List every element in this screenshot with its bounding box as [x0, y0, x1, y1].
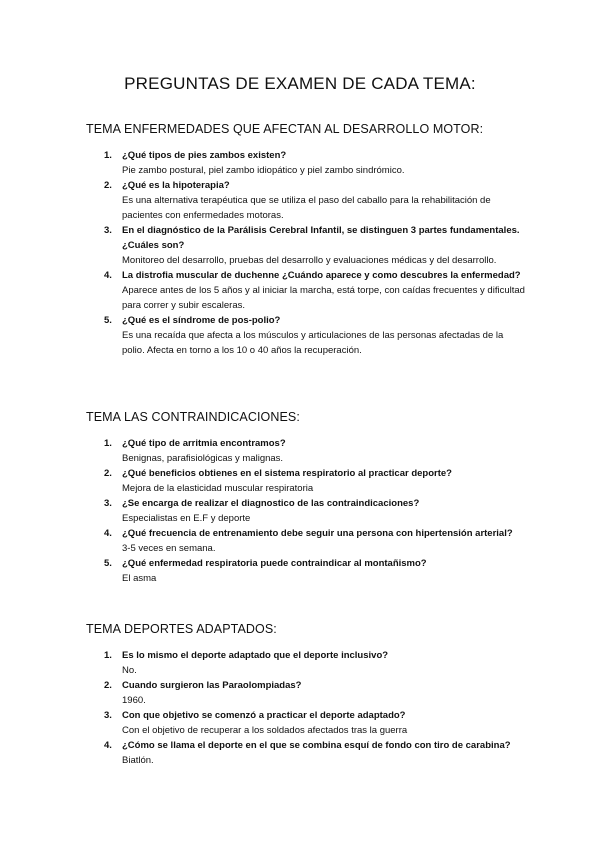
- answer-text: No.: [122, 665, 137, 676]
- item-number: 1.: [104, 438, 112, 449]
- answer-text: Especialistas en E.F y deporte: [122, 513, 251, 524]
- section-heading: TEMA LAS CONTRAINDICACIONES:: [86, 410, 300, 424]
- list-item: [87, 708, 527, 738]
- answer-text: 1960.: [122, 695, 146, 706]
- list-item: [87, 738, 527, 768]
- question-text: Es lo mismo el deporte adaptado que el deporte inclusivo?: [122, 650, 389, 661]
- question-text: ¿Qué beneficios obtienes en el sistema respiratorio al practicar deporte?: [122, 468, 452, 479]
- section-desarrollo-motor: [87, 122, 527, 358]
- question-list: [87, 648, 527, 768]
- question-text: Con que objetivo se comenzó a practicar el deporte adaptado?: [122, 710, 406, 721]
- item-number: 5.: [104, 315, 112, 326]
- answer-text: Aparece antes de los 5 años y al iniciar la marcha, está torpe, con caídas frecuentes y dificultad para correr y subir escaleras.: [122, 285, 525, 311]
- section-heading: TEMA ENFERMEDADES QUE AFECTAN AL DESARROLLO MOTOR:: [86, 122, 484, 136]
- list-item: [87, 526, 527, 556]
- list-item: [87, 556, 527, 586]
- item-number: 3.: [104, 498, 112, 509]
- question-text: ¿Cómo se llama el deporte en el que se combina esquí de fondo con tiro de carabina?: [122, 740, 511, 751]
- question-text: ¿Qué enfermedad respiratoria puede contraindicar al montañismo?: [122, 558, 427, 569]
- item-number: 3.: [104, 225, 112, 236]
- answer-text: 3-5 veces en semana.: [122, 543, 216, 554]
- answer-text: Pie zambo postural, piel zambo idiopático y piel zambo sindrómico.: [122, 165, 405, 176]
- question-text: ¿Qué es la hipoterapia?: [122, 180, 230, 191]
- list-item: [87, 313, 527, 358]
- list-item: [87, 178, 527, 223]
- answer-text: Con el objetivo de recuperar a los soldados afectados tras la guerra: [122, 725, 408, 736]
- answer-text: Es una recaída que afecta a los músculos y articulaciones de las personas afectadas de la polio. Afecta en torno a los 10 o 40 años la recuperación.: [122, 330, 504, 356]
- item-number: 1.: [104, 150, 112, 161]
- item-number: 1.: [104, 650, 112, 661]
- list-item: [87, 466, 527, 496]
- list-item: [87, 436, 527, 466]
- question-text: ¿Qué tipos de pies zambos existen?: [122, 150, 287, 161]
- answer-text: Biatlón.: [122, 755, 154, 766]
- page-title: PREGUNTAS DE EXAMEN DE CADA TEMA:: [124, 74, 476, 93]
- item-number: 4.: [104, 740, 112, 751]
- question-text: En el diagnóstico de la Parálisis Cerebral Infantil, se distinguen 3 partes fundamentales. ¿Cuáles son?: [122, 225, 520, 251]
- item-number: 3.: [104, 710, 112, 721]
- section-contraindicaciones: [87, 410, 527, 586]
- item-number: 5.: [104, 558, 112, 569]
- list-item: [87, 496, 527, 526]
- list-item: [87, 678, 527, 708]
- question-text: ¿Qué frecuencia de entrenamiento debe seguir una persona con hipertensión arterial?: [122, 528, 513, 539]
- answer-text: Monitoreo del desarrollo, pruebas del desarrollo y evaluaciones médicas y del desarrollo.: [122, 255, 497, 266]
- question-text: La distrofia muscular de duchenne ¿Cuándo aparece y como descubres la enfermedad?: [122, 270, 521, 281]
- item-number: 2.: [104, 680, 112, 691]
- item-number: 2.: [104, 468, 112, 479]
- list-item: [87, 223, 527, 268]
- item-number: 4.: [104, 270, 112, 281]
- section-deportes-adaptados: [87, 622, 527, 768]
- list-item: [87, 648, 527, 678]
- answer-text: El asma: [122, 573, 157, 584]
- item-number: 4.: [104, 528, 112, 539]
- question-list: [87, 148, 527, 358]
- question-text: ¿Qué tipo de arritmia encontramos?: [122, 438, 286, 449]
- question-text: ¿Se encarga de realizar el diagnostico de las contraindicaciones?: [122, 498, 420, 509]
- list-item: [87, 148, 527, 178]
- answer-text: Benignas, parafisiológicas y malignas.: [122, 453, 284, 464]
- question-text: Cuando surgieron las Paraolompiadas?: [122, 680, 302, 691]
- list-item: [87, 268, 527, 313]
- item-number: 2.: [104, 180, 112, 191]
- question-list: [87, 436, 527, 586]
- answer-text: Mejora de la elasticidad muscular respiratoria: [122, 483, 314, 494]
- answer-text: Es una alternativa terapéutica que se utiliza el paso del caballo para la rehabilitación de pacientes con enfermedades motoras.: [122, 195, 491, 221]
- question-text: ¿Qué es el síndrome de pos-polio?: [122, 315, 281, 326]
- section-heading: TEMA DEPORTES ADAPTADOS:: [86, 622, 277, 636]
